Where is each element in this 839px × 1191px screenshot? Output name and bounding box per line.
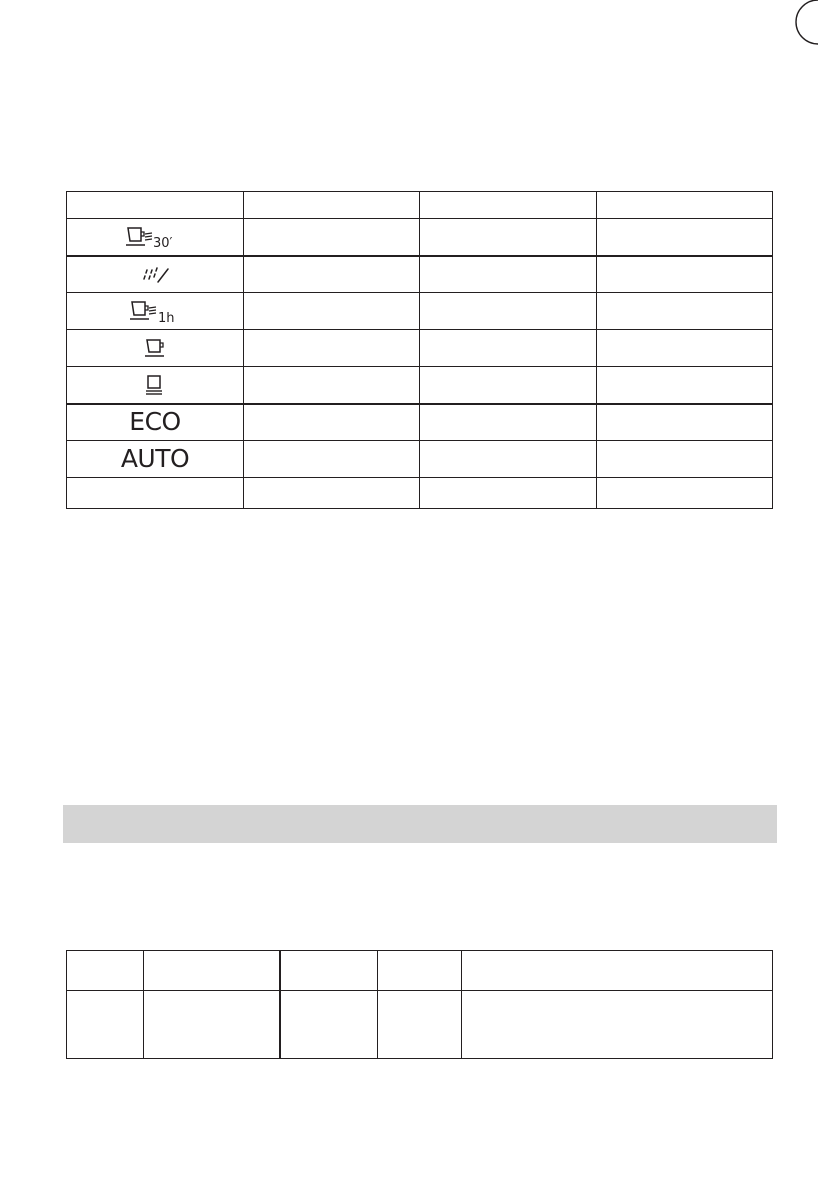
table-cell: [244, 441, 420, 478]
table-cell: [378, 991, 462, 1059]
header-cell: [244, 192, 420, 219]
rinse-programme-icon: [138, 261, 172, 287]
intensive-programme-icon: [142, 372, 168, 398]
table-cell: [597, 330, 773, 367]
symbol-cell: [67, 441, 244, 478]
table-cell: [420, 293, 597, 330]
page-corner-arc: [0, 0, 839, 60]
table-cell: [597, 404, 773, 441]
symbol-cell: [67, 367, 244, 404]
table-cell: [280, 991, 378, 1059]
programme-table: [66, 191, 773, 509]
table-row: [67, 951, 773, 991]
header-cell: [67, 192, 244, 219]
header-cell: [378, 951, 462, 991]
symbol-cell: [67, 293, 244, 330]
header-cell: [420, 192, 597, 219]
table-cell: [244, 478, 420, 509]
header-cell: [67, 951, 144, 991]
symbol-cell: [67, 478, 244, 509]
table-cell: [597, 478, 773, 509]
header-cell: [462, 951, 773, 991]
table-cell: [244, 293, 420, 330]
table-cell: [597, 367, 773, 404]
auto-programme-label: AUTO: [120, 444, 190, 473]
quick-30-min-programme-icon: [124, 224, 186, 250]
symbol-cell: [67, 219, 244, 256]
table-cell: [597, 219, 773, 256]
table-cell: [597, 256, 773, 293]
table-cell: [420, 404, 597, 441]
table-row: [67, 991, 773, 1059]
programme-table-header: [67, 192, 773, 219]
table-cell: [244, 330, 420, 367]
table-cell: [420, 330, 597, 367]
table-row: [67, 478, 773, 509]
table-row: [67, 367, 773, 404]
1h-programme-icon: [128, 298, 182, 324]
table-row: [67, 330, 773, 367]
table-cell: [67, 991, 144, 1059]
table-cell: [244, 219, 420, 256]
table-row: [67, 441, 773, 478]
table-row: [67, 256, 773, 293]
symbol-cell: [67, 404, 244, 441]
section-heading-band: [63, 805, 777, 843]
one-hour-icon-label: 1h: [158, 311, 175, 324]
table-row: [67, 293, 773, 330]
header-cell: [597, 192, 773, 219]
table-cell: [420, 256, 597, 293]
table-cell: [244, 256, 420, 293]
table-cell: [420, 219, 597, 256]
table-row: [67, 219, 773, 256]
table-cell: [244, 367, 420, 404]
header-cell: [144, 951, 280, 991]
table-row: [67, 404, 773, 441]
table-cell: [420, 478, 597, 509]
information-table: [66, 950, 773, 1059]
table-cell: [597, 293, 773, 330]
table-cell: [420, 367, 597, 404]
table-cell: [244, 404, 420, 441]
table-cell: [420, 441, 597, 478]
table-cell: [597, 441, 773, 478]
eco-programme-label: ECO: [129, 407, 181, 437]
table-cell: [462, 991, 773, 1059]
header-cell: [280, 951, 378, 991]
symbol-cell: [67, 330, 244, 367]
symbol-cell: [67, 256, 244, 293]
glass-care-programme-icon: [142, 335, 168, 361]
quick-icon-label: 30′: [153, 235, 173, 250]
table-cell: [144, 991, 280, 1059]
